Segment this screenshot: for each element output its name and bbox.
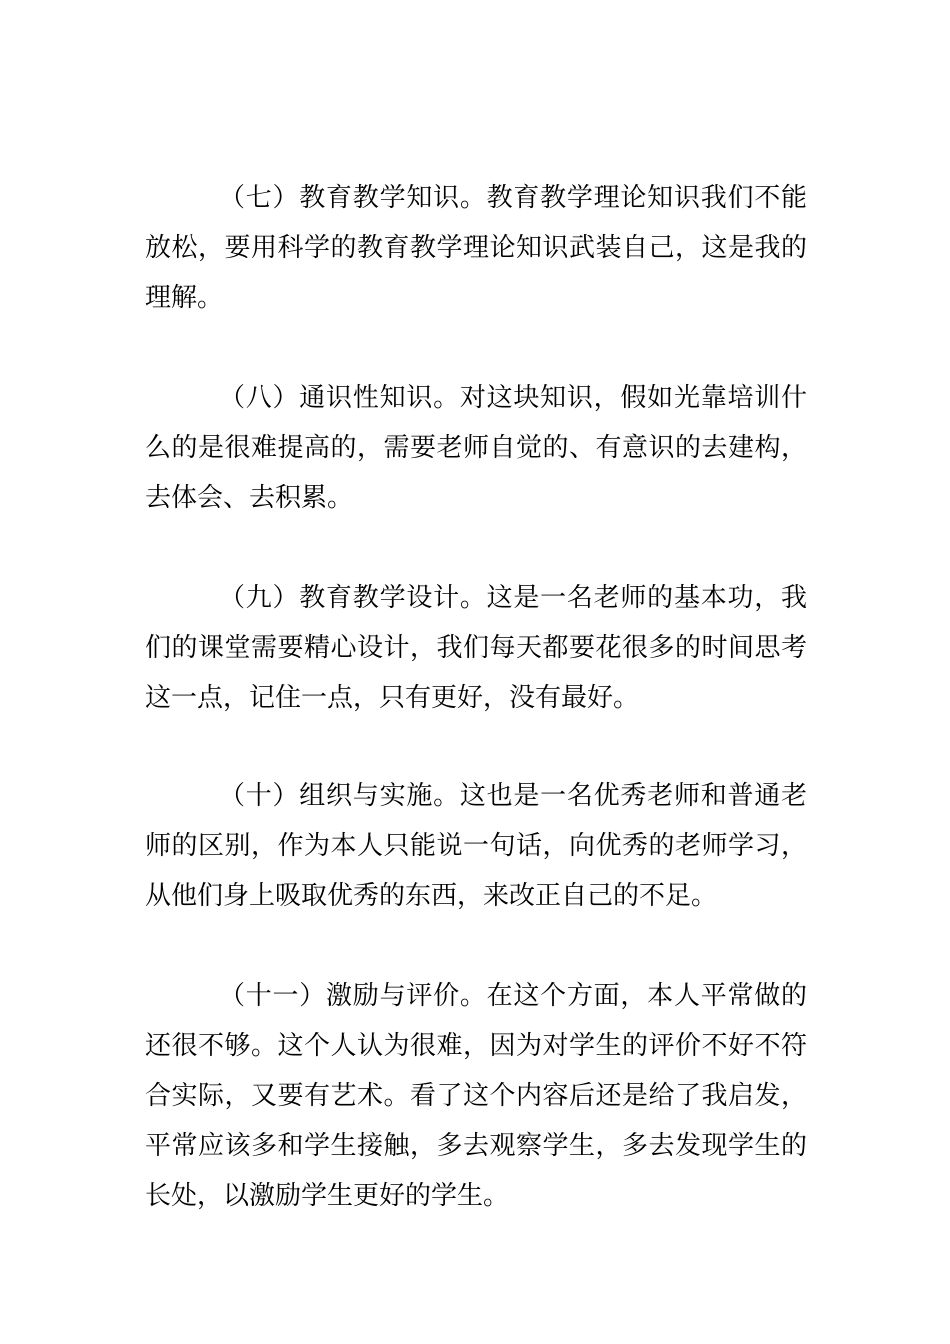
paragraph-education-teaching-knowledge: （七）教育教学知识。教育教学理论知识我们不能放松，要用科学的教育教学理论知识武装自己，这是我的理解。: [145, 183, 807, 313]
paragraph-general-knowledge: （八）通识性知识。对这块知识，假如光靠培训什么的是很难提高的，需要老师自觉的、有意识的去建构，去体会、去积累。: [145, 383, 807, 513]
paragraph-teaching-design: （九）教育教学设计。这是一名老师的基本功，我们的课堂需要精心设计，我们每天都要花很多的时间思考这一点，记住一点，只有更好，没有最好。: [145, 583, 807, 713]
paragraph-motivation-evaluation: （十一）激励与评价。在这个方面，本人平常做的还很不够。这个人认为很难，因为对学生的评价不好不符合实际，又要有艺术。看了这个内容后还是给了我启发，平常应该多和学生接触，多去观察学生，多去发现学生的长处，以激励学生更好的学生。: [145, 981, 807, 1211]
paragraph-organization-implementation: （十）组织与实施。这也是一名优秀老师和普通老师的区别，作为本人只能说一句话，向优秀的老师学习，从他们身上吸取优秀的东西，来改正自己的不足。: [145, 781, 807, 911]
